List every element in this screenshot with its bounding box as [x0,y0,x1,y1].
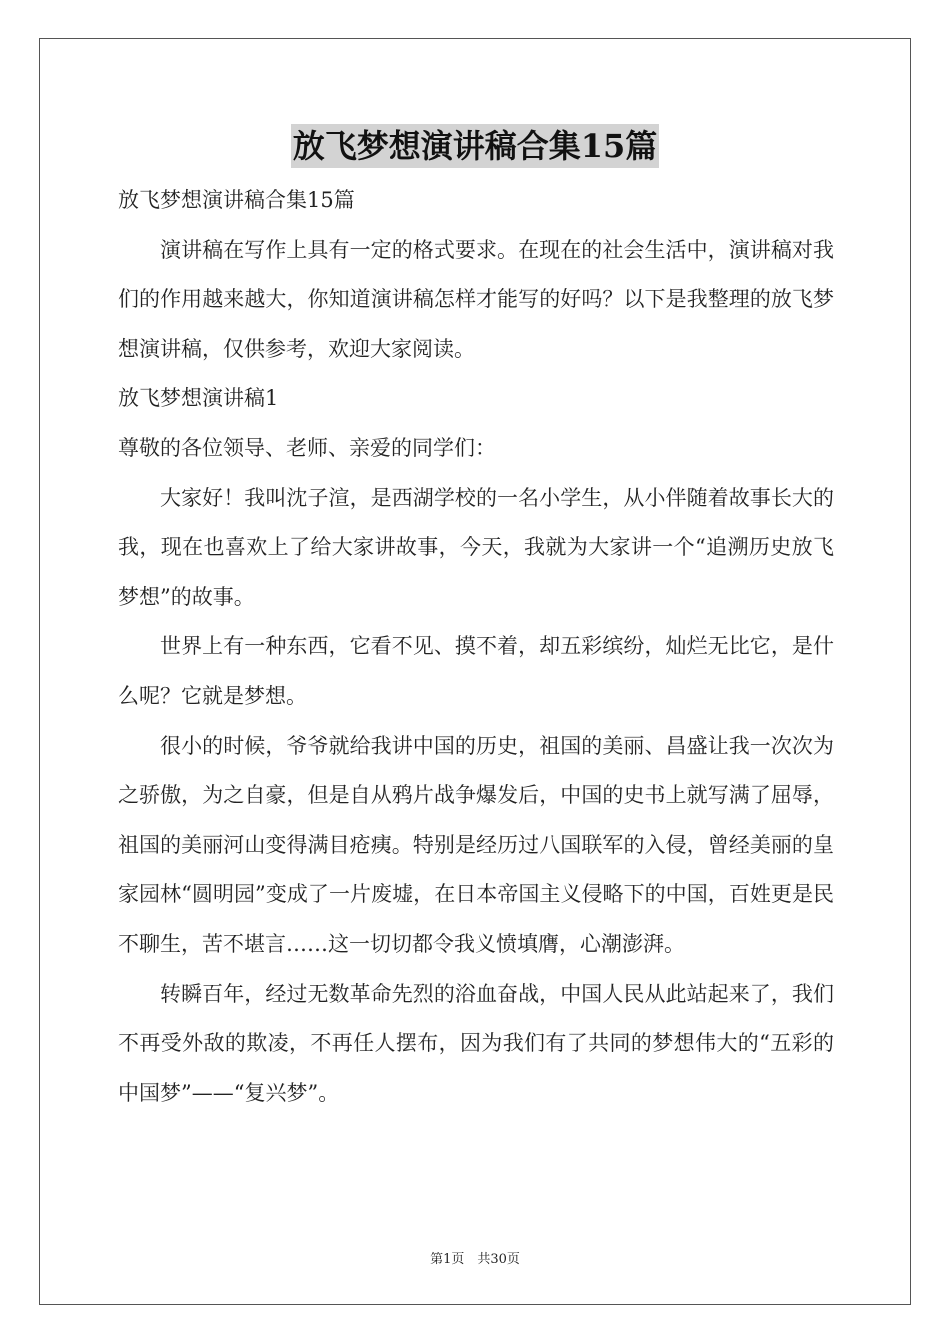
body-paragraph: 转瞬百年，经过无数革命先烈的浴血奋战，中国人民从此站起来了，我们不再受外敌的欺凌，不再任人摆布，因为我们有了共同的梦想伟大的“五彩的中国梦”——“复兴梦”。 [118,981,834,1105]
document-title: 放飞梦想演讲稿合集15篇 [291,124,660,168]
body-paragraph: 世界上有一种东西，它看不见、摸不着，却五彩缤纷，灿烂无比它，是什么呢？它就是梦想。 [118,634,834,708]
body-paragraph: 大家好！我叫沈子渲，是西湖学校的一名小学生，从小伴随着故事长大的我，现在也喜欢上了给大家讲故事，今天，我就为大家讲一个“追溯历史放飞梦想”的故事。 [118,485,834,609]
title-container [0,124,950,168]
document-body [118,176,834,1118]
page-footer: 第1页 共30页 [430,1252,520,1267]
salutation: 尊敬的各位领导、老师、亲爱的同学们： [118,435,496,460]
intro-paragraph: 演讲稿在写作上具有一定的格式要求。在现在的社会生活中，演讲稿对我们的作用越来越大，你知道演讲稿怎样才能写的好吗？以下是我整理的放飞梦想演讲稿，仅供参考，欢迎大家阅读。 [118,237,834,361]
subtitle-line: 放飞梦想演讲稿合集15篇 [118,188,355,212]
body-paragraph: 很小的时候，爷爷就给我讲中国的历史，祖国的美丽、昌盛让我一次次为之骄傲，为之自豪，但是自从鸦片战争爆发后，中国的史书上就写满了屈辱，祖国的美丽河山变得满目疮痍。特别是经历过八国联军的入侵，曾经美丽的皇家园林“圆明园”变成了一片废墟，在日本帝国主义侵略下的中国，百姓更是民不聊生，苦不堪言……这一切切都令我义愤填膺，心潮澎湃。 [118,733,834,956]
section-heading: 放飞梦想演讲稿1 [118,386,279,411]
